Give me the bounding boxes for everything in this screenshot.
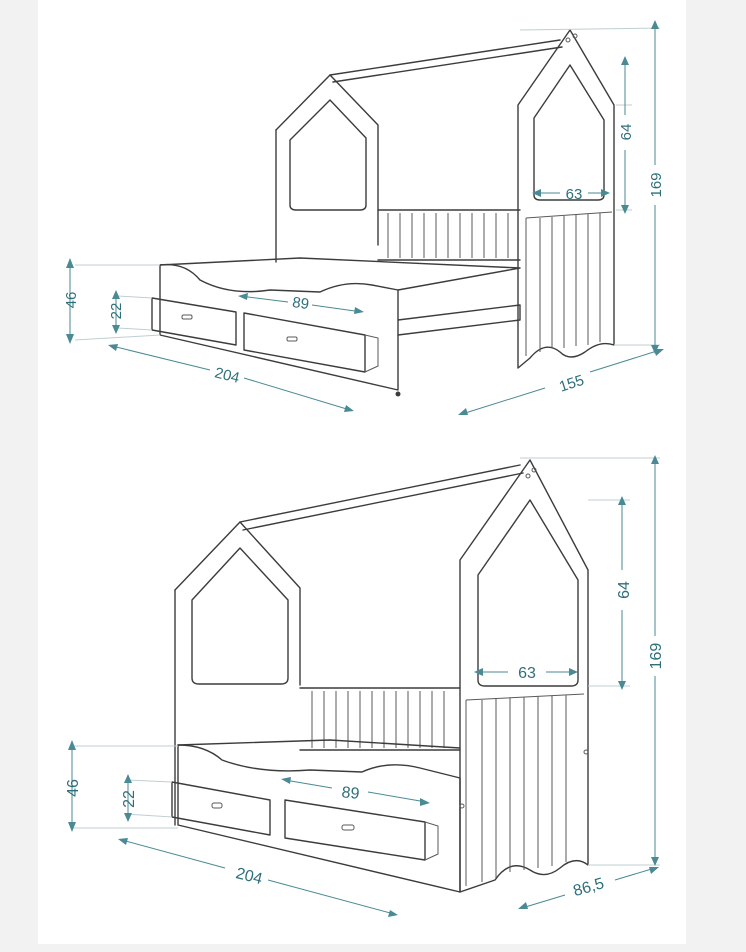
label-drawer-height: 22 xyxy=(108,302,125,320)
drawer-handle xyxy=(212,803,222,808)
roof-pole xyxy=(330,40,560,75)
label-bed-length: 204 xyxy=(212,364,242,387)
back-slats xyxy=(388,213,508,258)
drawer-handle xyxy=(287,337,297,341)
roof-pole xyxy=(240,465,520,522)
top-bed-drawing xyxy=(0,0,746,440)
label-bed-width: 155 xyxy=(557,371,587,396)
label-total-height: 169 xyxy=(648,642,665,670)
front-window xyxy=(478,500,578,686)
drawer-left xyxy=(152,298,236,345)
back-window xyxy=(290,100,366,210)
trundle-rail xyxy=(398,305,520,335)
drawer-right xyxy=(285,800,425,860)
back-window xyxy=(192,548,288,684)
label-bed-length: 204 xyxy=(234,865,265,889)
label-bed-height: 46 xyxy=(63,291,80,309)
label-window-height: 64 xyxy=(618,123,635,141)
back-gable xyxy=(175,522,300,685)
label-total-height: 169 xyxy=(648,172,665,198)
mattress-top xyxy=(178,740,460,748)
label-bed-height: 46 xyxy=(65,779,82,797)
drawer-right xyxy=(244,313,365,372)
label-drawer-width: 89 xyxy=(291,293,311,314)
front-window xyxy=(534,65,604,200)
label-drawer-height: 22 xyxy=(121,790,138,808)
top-bed-svg xyxy=(0,0,746,440)
label-bed-width: 86,5 xyxy=(571,875,607,901)
drawer-handle xyxy=(342,825,354,830)
drawer-handle xyxy=(182,315,192,319)
bottom-bed-svg xyxy=(0,440,746,944)
label-drawer-width: 89 xyxy=(340,784,361,803)
front-slats xyxy=(526,212,612,356)
bed-side-panel xyxy=(178,745,460,892)
label-window-height: 64 xyxy=(616,581,633,599)
front-slats xyxy=(466,694,584,886)
label-window-width: 63 xyxy=(518,665,536,682)
bottom-bed-drawing xyxy=(0,440,746,944)
back-gable xyxy=(276,75,378,245)
label-window-width: 63 xyxy=(565,186,583,203)
